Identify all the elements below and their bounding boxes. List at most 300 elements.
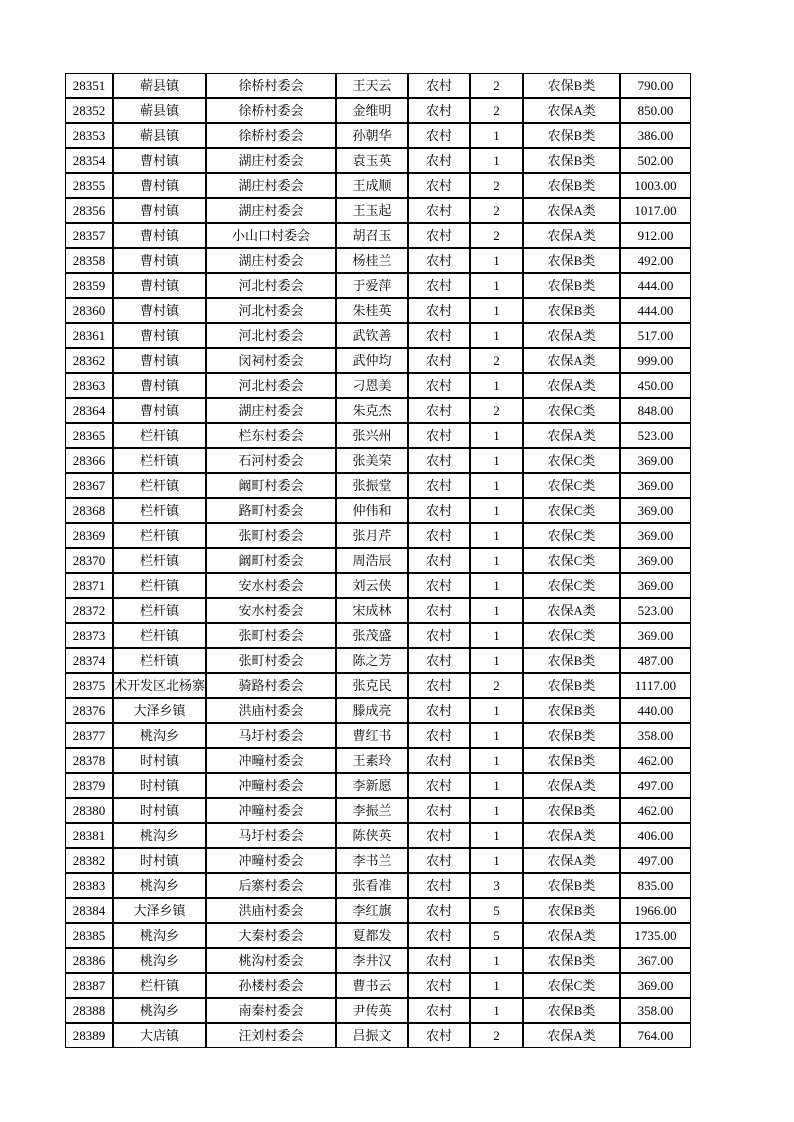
cell-insurance-category: 农保C类 — [523, 548, 620, 573]
cell-count: 1 — [470, 498, 523, 523]
cell-residence-type: 农村 — [408, 323, 470, 348]
cell-village-committee: 小山口村委会 — [206, 223, 336, 248]
cell-person-name: 孙朝华 — [336, 123, 408, 148]
cell-person-name: 朱桂英 — [336, 298, 408, 323]
cell-amount: 497.00 — [620, 773, 691, 798]
cell-town: 曹村镇 — [113, 248, 206, 273]
table-row — [65, 673, 691, 698]
table-row — [65, 723, 691, 748]
cell-amount: 999.00 — [620, 348, 691, 373]
cell-amount: 386.00 — [620, 123, 691, 148]
table-row — [65, 798, 691, 823]
cell-town: 时村镇 — [113, 748, 206, 773]
cell-amount: 502.00 — [620, 148, 691, 173]
cell-insurance-category: 农保C类 — [523, 523, 620, 548]
table-row — [65, 598, 691, 623]
cell-person-name: 张美荣 — [336, 448, 408, 473]
cell-town: 曹村镇 — [113, 273, 206, 298]
cell-count: 1 — [470, 573, 523, 598]
cell-person-name: 尹传英 — [336, 998, 408, 1023]
cell-residence-type: 农村 — [408, 523, 470, 548]
cell-town: 蕲县镇 — [113, 73, 206, 98]
records-table-body — [65, 73, 691, 1048]
cell-record-id: 28373 — [65, 623, 113, 648]
cell-residence-type: 农村 — [408, 573, 470, 598]
cell-residence-type: 农村 — [408, 848, 470, 873]
cell-amount: 369.00 — [620, 523, 691, 548]
cell-insurance-category: 农保A类 — [523, 423, 620, 448]
cell-count: 1 — [470, 623, 523, 648]
cell-town: 曹村镇 — [113, 398, 206, 423]
cell-village-committee: 湖庄村委会 — [206, 398, 336, 423]
table-row — [65, 973, 691, 998]
cell-insurance-category: 农保A类 — [523, 348, 620, 373]
cell-town: 曹村镇 — [113, 298, 206, 323]
table-row — [65, 223, 691, 248]
cell-village-committee: 桃沟村委会 — [206, 948, 336, 973]
cell-record-id: 28381 — [65, 823, 113, 848]
cell-person-name: 王玉起 — [336, 198, 408, 223]
cell-record-id: 28374 — [65, 648, 113, 673]
cell-count: 1 — [470, 273, 523, 298]
cell-count: 1 — [470, 948, 523, 973]
cell-count: 1 — [470, 323, 523, 348]
cell-record-id: 28365 — [65, 423, 113, 448]
cell-amount: 523.00 — [620, 598, 691, 623]
cell-record-id: 28361 — [65, 323, 113, 348]
cell-residence-type: 农村 — [408, 923, 470, 948]
cell-person-name: 李振兰 — [336, 798, 408, 823]
cell-town: 曹村镇 — [113, 373, 206, 398]
cell-amount: 790.00 — [620, 73, 691, 98]
table-row — [65, 123, 691, 148]
cell-amount: 369.00 — [620, 448, 691, 473]
cell-record-id: 28383 — [65, 873, 113, 898]
cell-record-id: 28356 — [65, 198, 113, 223]
cell-village-committee: 马圩村委会 — [206, 823, 336, 848]
table-row — [65, 148, 691, 173]
cell-person-name: 张克民 — [336, 673, 408, 698]
cell-residence-type: 农村 — [408, 1023, 470, 1048]
cell-record-id: 28367 — [65, 473, 113, 498]
cell-amount: 440.00 — [620, 698, 691, 723]
cell-record-id: 28360 — [65, 298, 113, 323]
cell-amount: 1735.00 — [620, 923, 691, 948]
cell-record-id: 28376 — [65, 698, 113, 723]
cell-record-id: 28378 — [65, 748, 113, 773]
cell-amount: 497.00 — [620, 848, 691, 873]
cell-person-name: 陈侠英 — [336, 823, 408, 848]
table-row — [65, 473, 691, 498]
table-row — [65, 923, 691, 948]
cell-record-id: 28386 — [65, 948, 113, 973]
cell-insurance-category: 农保C类 — [523, 498, 620, 523]
cell-village-committee: 骑路村委会 — [206, 673, 336, 698]
cell-town: 栏杆镇 — [113, 973, 206, 998]
table-row — [65, 448, 691, 473]
cell-count: 2 — [470, 98, 523, 123]
cell-amount: 462.00 — [620, 748, 691, 773]
cell-town: 时村镇 — [113, 798, 206, 823]
cell-count: 1 — [470, 248, 523, 273]
cell-count: 1 — [470, 773, 523, 798]
cell-village-committee: 阚町村委会 — [206, 548, 336, 573]
cell-person-name: 朱克杰 — [336, 398, 408, 423]
cell-insurance-category: 农保B类 — [523, 148, 620, 173]
cell-town: 栏杆镇 — [113, 548, 206, 573]
cell-residence-type: 农村 — [408, 98, 470, 123]
cell-insurance-category: 农保B类 — [523, 123, 620, 148]
cell-record-id: 28359 — [65, 273, 113, 298]
cell-amount: 369.00 — [620, 623, 691, 648]
cell-count: 1 — [470, 148, 523, 173]
cell-insurance-category: 农保A类 — [523, 98, 620, 123]
cell-residence-type: 农村 — [408, 773, 470, 798]
cell-amount: 850.00 — [620, 98, 691, 123]
cell-count: 1 — [470, 723, 523, 748]
cell-town: 桃沟乡 — [113, 923, 206, 948]
cell-residence-type: 农村 — [408, 473, 470, 498]
table-row — [65, 898, 691, 923]
cell-amount: 835.00 — [620, 873, 691, 898]
cell-record-id: 28364 — [65, 398, 113, 423]
cell-count: 1 — [470, 973, 523, 998]
cell-person-name: 王天云 — [336, 73, 408, 98]
cell-residence-type: 农村 — [408, 748, 470, 773]
cell-person-name: 于爱萍 — [336, 273, 408, 298]
table-row — [65, 748, 691, 773]
cell-village-committee: 徐桥村委会 — [206, 73, 336, 98]
cell-count: 2 — [470, 73, 523, 98]
cell-count: 1 — [470, 698, 523, 723]
cell-town: 曹村镇 — [113, 348, 206, 373]
cell-residence-type: 农村 — [408, 648, 470, 673]
cell-count: 1 — [470, 798, 523, 823]
cell-record-id: 28384 — [65, 898, 113, 923]
cell-amount: 369.00 — [620, 573, 691, 598]
cell-town: 大泽乡镇 — [113, 698, 206, 723]
cell-count: 2 — [470, 398, 523, 423]
cell-insurance-category: 农保C类 — [523, 623, 620, 648]
table-row — [65, 323, 691, 348]
cell-count: 1 — [470, 648, 523, 673]
cell-village-committee: 冲疃村委会 — [206, 773, 336, 798]
cell-residence-type: 农村 — [408, 248, 470, 273]
table-row — [65, 523, 691, 548]
cell-town: 曹村镇 — [113, 223, 206, 248]
cell-person-name: 曹书云 — [336, 973, 408, 998]
cell-village-committee: 冲疃村委会 — [206, 748, 336, 773]
cell-record-id: 28366 — [65, 448, 113, 473]
cell-village-committee: 湖庄村委会 — [206, 173, 336, 198]
cell-amount: 523.00 — [620, 423, 691, 448]
table-sheet — [65, 73, 691, 1048]
cell-person-name: 吕振文 — [336, 1023, 408, 1048]
cell-residence-type: 农村 — [408, 673, 470, 698]
cell-record-id: 28375 — [65, 673, 113, 698]
cell-residence-type: 农村 — [408, 723, 470, 748]
records-table — [65, 73, 691, 1048]
cell-residence-type: 农村 — [408, 548, 470, 573]
cell-town: 桃沟乡 — [113, 948, 206, 973]
cell-amount: 1117.00 — [620, 673, 691, 698]
cell-residence-type: 农村 — [408, 948, 470, 973]
cell-insurance-category: 农保B类 — [523, 698, 620, 723]
cell-residence-type: 农村 — [408, 398, 470, 423]
cell-person-name: 金维明 — [336, 98, 408, 123]
cell-village-committee: 孙楼村委会 — [206, 973, 336, 998]
cell-record-id: 28354 — [65, 148, 113, 173]
cell-amount: 369.00 — [620, 498, 691, 523]
cell-amount: 369.00 — [620, 473, 691, 498]
cell-village-committee: 阚町村委会 — [206, 473, 336, 498]
cell-amount: 444.00 — [620, 298, 691, 323]
cell-residence-type: 农村 — [408, 873, 470, 898]
cell-residence-type: 农村 — [408, 373, 470, 398]
cell-residence-type: 农村 — [408, 798, 470, 823]
cell-residence-type: 农村 — [408, 273, 470, 298]
cell-insurance-category: 农保B类 — [523, 898, 620, 923]
cell-count: 1 — [470, 548, 523, 573]
cell-residence-type: 农村 — [408, 598, 470, 623]
cell-residence-type: 农村 — [408, 173, 470, 198]
cell-insurance-category: 农保A类 — [523, 773, 620, 798]
table-row — [65, 73, 691, 98]
cell-insurance-category: 农保A类 — [523, 323, 620, 348]
cell-person-name: 王成顺 — [336, 173, 408, 198]
cell-person-name: 宋成林 — [336, 598, 408, 623]
cell-amount: 450.00 — [620, 373, 691, 398]
cell-count: 1 — [470, 598, 523, 623]
cell-person-name: 张兴州 — [336, 423, 408, 448]
cell-residence-type: 农村 — [408, 348, 470, 373]
cell-insurance-category: 农保B类 — [523, 748, 620, 773]
cell-village-committee: 后寨村委会 — [206, 873, 336, 898]
cell-record-id: 28379 — [65, 773, 113, 798]
cell-residence-type: 农村 — [408, 298, 470, 323]
cell-record-id: 28368 — [65, 498, 113, 523]
cell-count: 2 — [470, 173, 523, 198]
cell-person-name: 杨桂兰 — [336, 248, 408, 273]
cell-town: 术开发区北杨寨 — [113, 673, 206, 698]
table-row — [65, 423, 691, 448]
cell-count: 1 — [470, 823, 523, 848]
cell-village-committee: 湖庄村委会 — [206, 198, 336, 223]
cell-count: 2 — [470, 1023, 523, 1048]
cell-village-committee: 徐桥村委会 — [206, 98, 336, 123]
cell-town: 栏杆镇 — [113, 648, 206, 673]
cell-insurance-category: 农保A类 — [523, 923, 620, 948]
cell-count: 3 — [470, 873, 523, 898]
cell-record-id: 28358 — [65, 248, 113, 273]
cell-person-name: 陈之芳 — [336, 648, 408, 673]
cell-record-id: 28371 — [65, 573, 113, 598]
cell-count: 2 — [470, 198, 523, 223]
cell-insurance-category: 农保C类 — [523, 398, 620, 423]
cell-count: 2 — [470, 223, 523, 248]
cell-amount: 358.00 — [620, 998, 691, 1023]
cell-residence-type: 农村 — [408, 498, 470, 523]
table-row — [65, 273, 691, 298]
cell-count: 1 — [470, 373, 523, 398]
cell-insurance-category: 农保B类 — [523, 798, 620, 823]
cell-person-name: 武仲均 — [336, 348, 408, 373]
cell-residence-type: 农村 — [408, 423, 470, 448]
table-row — [65, 948, 691, 973]
cell-residence-type: 农村 — [408, 973, 470, 998]
table-row — [65, 648, 691, 673]
cell-record-id: 28382 — [65, 848, 113, 873]
cell-record-id: 28385 — [65, 923, 113, 948]
cell-record-id: 28387 — [65, 973, 113, 998]
cell-record-id: 28351 — [65, 73, 113, 98]
cell-residence-type: 农村 — [408, 198, 470, 223]
cell-person-name: 张月芹 — [336, 523, 408, 548]
cell-person-name: 张看准 — [336, 873, 408, 898]
cell-village-committee: 马圩村委会 — [206, 723, 336, 748]
cell-residence-type: 农村 — [408, 223, 470, 248]
cell-insurance-category: 农保B类 — [523, 73, 620, 98]
cell-village-committee: 张町村委会 — [206, 523, 336, 548]
cell-insurance-category: 农保C类 — [523, 973, 620, 998]
cell-record-id: 28357 — [65, 223, 113, 248]
cell-residence-type: 农村 — [408, 898, 470, 923]
cell-amount: 764.00 — [620, 1023, 691, 1048]
cell-town: 时村镇 — [113, 848, 206, 873]
cell-insurance-category: 农保C类 — [523, 448, 620, 473]
cell-count: 1 — [470, 123, 523, 148]
cell-amount: 406.00 — [620, 823, 691, 848]
cell-residence-type: 农村 — [408, 998, 470, 1023]
table-row — [65, 398, 691, 423]
cell-person-name: 曹红书 — [336, 723, 408, 748]
cell-amount: 1966.00 — [620, 898, 691, 923]
cell-insurance-category: 农保C类 — [523, 573, 620, 598]
cell-count: 1 — [470, 523, 523, 548]
cell-village-committee: 冲疃村委会 — [206, 848, 336, 873]
cell-town: 栏杆镇 — [113, 448, 206, 473]
cell-residence-type: 农村 — [408, 448, 470, 473]
cell-town: 栏杆镇 — [113, 498, 206, 523]
cell-record-id: 28377 — [65, 723, 113, 748]
cell-count: 1 — [470, 748, 523, 773]
cell-record-id: 28362 — [65, 348, 113, 373]
cell-town: 曹村镇 — [113, 198, 206, 223]
cell-person-name: 李新愿 — [336, 773, 408, 798]
table-row — [65, 498, 691, 523]
cell-town: 栏杆镇 — [113, 573, 206, 598]
cell-town: 时村镇 — [113, 773, 206, 798]
cell-insurance-category: 农保A类 — [523, 198, 620, 223]
cell-village-committee: 路町村委会 — [206, 498, 336, 523]
cell-amount: 492.00 — [620, 248, 691, 273]
table-row — [65, 1023, 691, 1048]
cell-insurance-category: 农保B类 — [523, 248, 620, 273]
cell-village-committee: 栏东村委会 — [206, 423, 336, 448]
cell-amount: 444.00 — [620, 273, 691, 298]
cell-town: 曹村镇 — [113, 323, 206, 348]
cell-residence-type: 农村 — [408, 148, 470, 173]
cell-insurance-category: 农保B类 — [523, 723, 620, 748]
cell-record-id: 28352 — [65, 98, 113, 123]
cell-person-name: 王素玲 — [336, 748, 408, 773]
cell-insurance-category: 农保A类 — [523, 823, 620, 848]
cell-village-committee: 汪刘村委会 — [206, 1023, 336, 1048]
cell-town: 蕲县镇 — [113, 98, 206, 123]
cell-person-name: 李红旗 — [336, 898, 408, 923]
cell-count: 1 — [470, 448, 523, 473]
table-row — [65, 173, 691, 198]
cell-village-committee: 徐桥村委会 — [206, 123, 336, 148]
cell-amount: 517.00 — [620, 323, 691, 348]
cell-insurance-category: 农保B类 — [523, 173, 620, 198]
cell-person-name: 夏都发 — [336, 923, 408, 948]
cell-town: 蕲县镇 — [113, 123, 206, 148]
cell-insurance-category: 农保B类 — [523, 998, 620, 1023]
cell-insurance-category: 农保B类 — [523, 648, 620, 673]
cell-amount: 1003.00 — [620, 173, 691, 198]
cell-village-committee: 河北村委会 — [206, 298, 336, 323]
cell-insurance-category: 农保B类 — [523, 298, 620, 323]
cell-record-id: 28355 — [65, 173, 113, 198]
cell-residence-type: 农村 — [408, 123, 470, 148]
cell-amount: 487.00 — [620, 648, 691, 673]
cell-insurance-category: 农保C类 — [523, 473, 620, 498]
cell-insurance-category: 农保A类 — [523, 848, 620, 873]
cell-amount: 369.00 — [620, 548, 691, 573]
cell-village-committee: 河北村委会 — [206, 373, 336, 398]
cell-town: 桃沟乡 — [113, 823, 206, 848]
cell-record-id: 28388 — [65, 998, 113, 1023]
cell-count: 1 — [470, 848, 523, 873]
cell-insurance-category: 农保B类 — [523, 873, 620, 898]
cell-town: 栏杆镇 — [113, 473, 206, 498]
cell-person-name: 李书兰 — [336, 848, 408, 873]
cell-amount: 462.00 — [620, 798, 691, 823]
cell-count: 1 — [470, 298, 523, 323]
cell-town: 桃沟乡 — [113, 723, 206, 748]
table-row — [65, 248, 691, 273]
cell-amount: 367.00 — [620, 948, 691, 973]
cell-count: 1 — [470, 473, 523, 498]
cell-amount: 1017.00 — [620, 198, 691, 223]
cell-person-name: 胡召玉 — [336, 223, 408, 248]
cell-village-committee: 河北村委会 — [206, 273, 336, 298]
cell-residence-type: 农村 — [408, 698, 470, 723]
cell-village-committee: 石河村委会 — [206, 448, 336, 473]
cell-town: 曹村镇 — [113, 173, 206, 198]
cell-town: 曹村镇 — [113, 148, 206, 173]
cell-village-committee: 张町村委会 — [206, 623, 336, 648]
cell-person-name: 张茂盛 — [336, 623, 408, 648]
table-row — [65, 298, 691, 323]
cell-village-committee: 洪庙村委会 — [206, 898, 336, 923]
table-row — [65, 998, 691, 1023]
cell-insurance-category: 农保B类 — [523, 948, 620, 973]
cell-record-id: 28353 — [65, 123, 113, 148]
cell-amount: 358.00 — [620, 723, 691, 748]
cell-village-committee: 洪庙村委会 — [206, 698, 336, 723]
cell-town: 栏杆镇 — [113, 598, 206, 623]
cell-town: 栏杆镇 — [113, 523, 206, 548]
cell-town: 栏杆镇 — [113, 423, 206, 448]
cell-insurance-category: 农保A类 — [523, 1023, 620, 1048]
cell-insurance-category: 农保A类 — [523, 373, 620, 398]
table-row — [65, 373, 691, 398]
cell-village-committee: 安水村委会 — [206, 598, 336, 623]
cell-village-committee: 湖庄村委会 — [206, 248, 336, 273]
table-row — [65, 548, 691, 573]
